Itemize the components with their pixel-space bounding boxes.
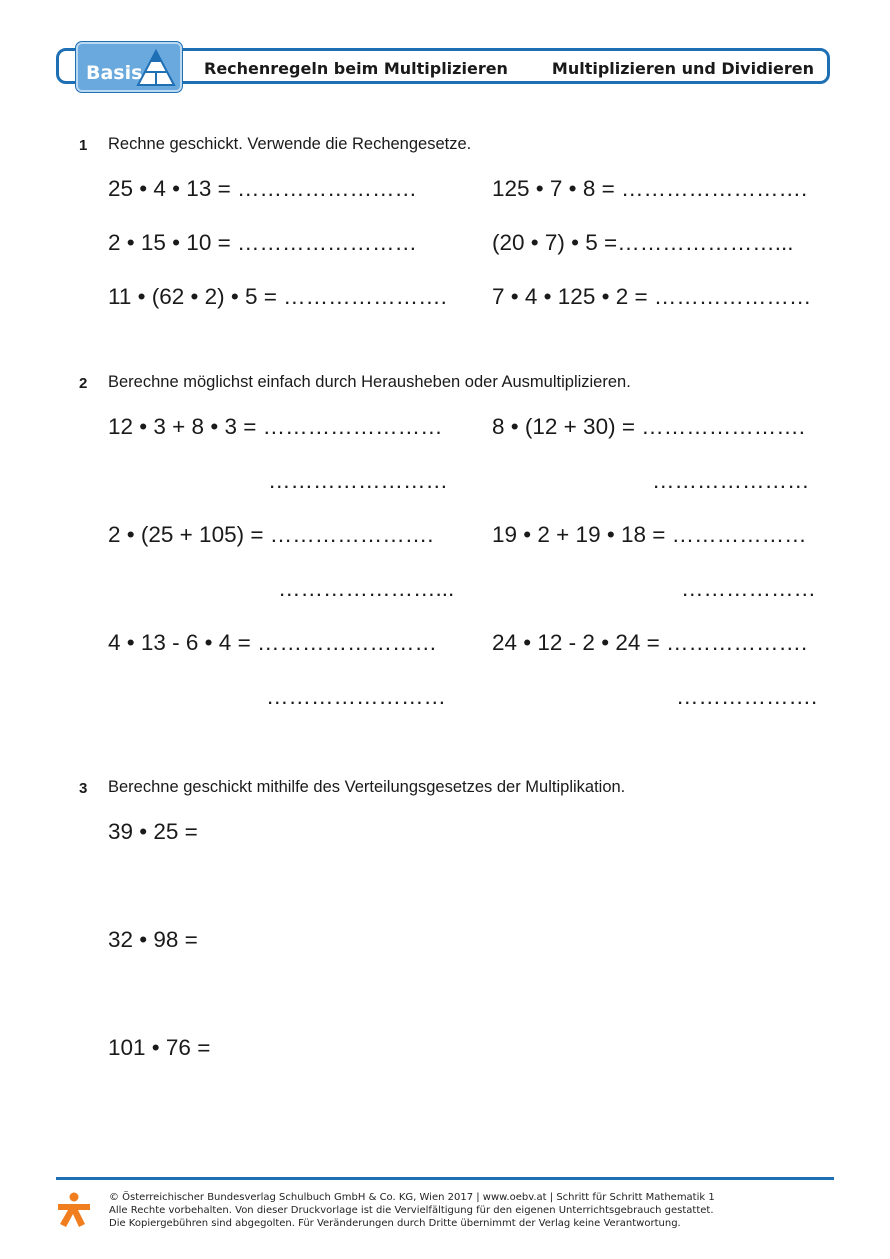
answer-line: ………………. xyxy=(676,684,818,709)
answer-line: ………………… xyxy=(652,468,810,493)
copyright-notice xyxy=(109,1191,715,1230)
copyright-line: Alle Rechte vorbehalten. Von dieser Druckvorlage ist die Vervielfältigung für den eigenen Unterrichtsgebrauch gestattet. xyxy=(109,1205,714,1216)
exercise: 11 • (62 • 2) • 5 = …………………. xyxy=(108,284,447,309)
exercise: 2 • 15 • 10 = …………………… xyxy=(108,230,417,255)
chapter-title: Multiplizieren und Dividieren xyxy=(551,59,814,78)
task-number: 1 xyxy=(79,137,88,154)
triangle-level-icon xyxy=(136,48,176,88)
task-instruction: Berechne möglichst einfach durch Herausheben oder Ausmultiplizieren. xyxy=(108,373,631,391)
answer-line: …………………... xyxy=(278,576,455,601)
answer-line: …………………… xyxy=(268,468,448,493)
badge-label: Basis xyxy=(86,62,143,84)
exercise: 8 • (12 + 30) = …………………. xyxy=(492,414,805,439)
exercise: 25 • 4 • 13 = …………………… xyxy=(108,176,417,201)
exercise: 12 • 3 + 8 • 3 = …………………… xyxy=(108,414,443,439)
topic-title: Rechenregeln beim Multiplizieren xyxy=(204,59,508,78)
level-badge xyxy=(76,42,182,92)
publisher-logo-icon xyxy=(54,1190,94,1228)
exercise: 125 • 7 • 8 = ……………………. xyxy=(492,176,808,201)
task-instruction: Rechne geschickt. Verwende die Rechengesetze. xyxy=(108,135,472,153)
exercise: 2 • (25 + 105) = …………………. xyxy=(108,522,434,547)
exercise: (20 • 7) • 5 =…………………... xyxy=(492,230,794,255)
task-number: 2 xyxy=(79,375,88,392)
exercise: 19 • 2 + 19 • 18 = ……………… xyxy=(492,522,807,547)
exercise: 4 • 13 - 6 • 4 = …………………… xyxy=(108,630,437,655)
exercise: 101 • 76 = xyxy=(108,1035,211,1060)
task-instruction: Berechne geschickt mithilfe des Verteilungsgesetzes der Multiplikation. xyxy=(108,778,626,796)
exercise: 32 • 98 = xyxy=(108,927,198,952)
task-number: 3 xyxy=(79,780,88,797)
copyright-line: Die Kopiergebühren sind abgegolten. Für Veränderungen durch Dritte übernimmt der Verlag keine Verantwortung. xyxy=(109,1218,681,1229)
answer-line: …………………… xyxy=(266,684,446,709)
exercise: 39 • 25 = xyxy=(108,819,198,844)
copyright-line: © Österreichischer Bundesverlag Schulbuch GmbH & Co. KG, Wien 2017 | www.oebv.at | Schritt für Schritt Mathematik 1 xyxy=(109,1192,715,1203)
exercise: 24 • 12 - 2 • 24 = ………………. xyxy=(492,630,808,655)
answer-line: ……………… xyxy=(681,576,816,601)
footer-divider xyxy=(56,1177,834,1180)
exercise: 7 • 4 • 125 • 2 = ………………… xyxy=(492,284,812,309)
